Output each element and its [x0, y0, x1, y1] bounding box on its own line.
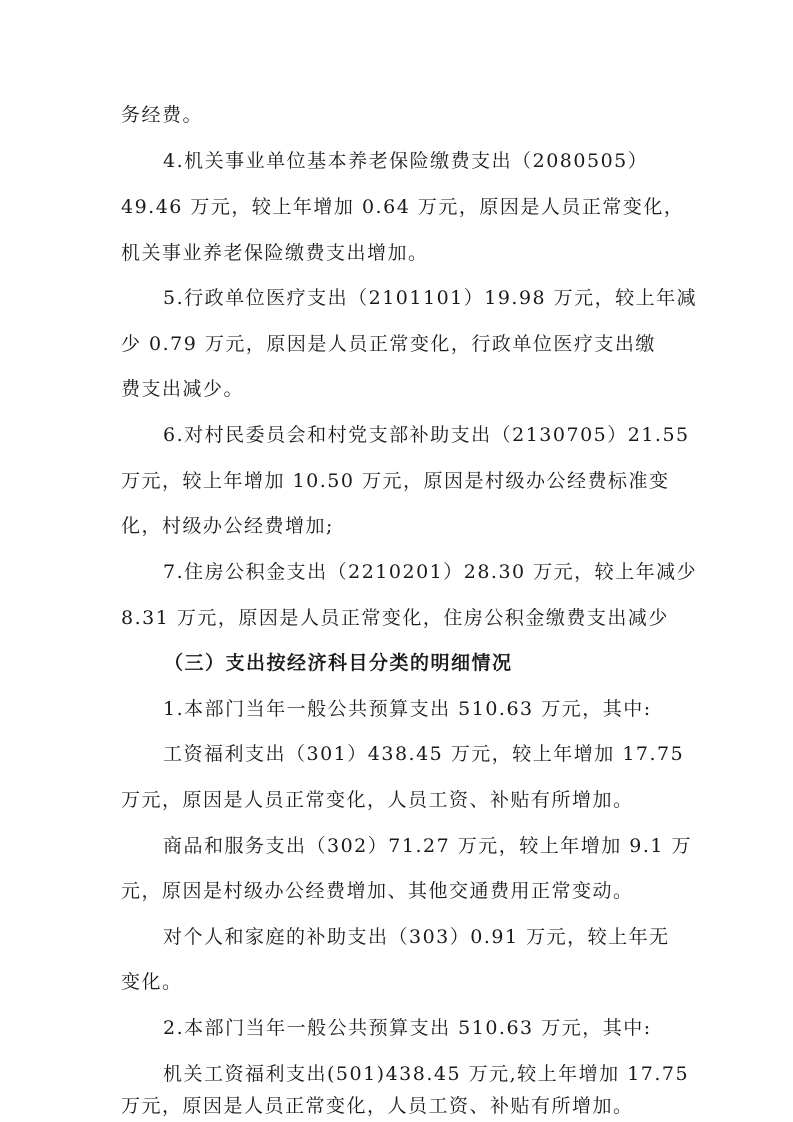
text-line: 对个人和家庭的补助支出（303）0.91 万元，较上年无 [163, 926, 670, 948]
item-heading-6: 6.对村民委员会和村党支部补助支出（2130705）21.55 [163, 424, 690, 446]
item-heading-1: 1.本部门当年一般公共预算支出 510.63 万元，其中: [163, 698, 652, 720]
text-line: 元，原因是村级办公经费增加、其他交通费用正常变动。 [121, 880, 634, 902]
text-line: 万元，原因是人员正常变化，人员工资、补贴有所增加。 [121, 789, 634, 811]
text-line: 少 0.79 万元，原因是人员正常变化，行政单位医疗支出缴 [121, 333, 656, 355]
item-heading-2: 2.本部门当年一般公共预算支出 510.63 万元，其中: [163, 1017, 652, 1039]
section-heading: （三）支出按经济科目分类的明细情况 [164, 652, 513, 674]
text-line: 化，村级办公经费增加; [121, 515, 334, 537]
text-line: 8.31 万元，原因是人员正常变化，住房公积金缴费支出减少 [121, 607, 669, 629]
text-line: 万元，原因是人员正常变化，人员工资、补贴有所增加。 [121, 1095, 634, 1117]
text-line: 机关工资福利支出(501)438.45 万元,较上年增加 17.75 [163, 1063, 690, 1085]
text-line: 工资福利支出（301）438.45 万元，较上年增加 17.75 [163, 743, 685, 765]
text-line: 49.46 万元，较上年增加 0.64 万元，原因是人员正常变化， [121, 196, 685, 218]
text-line: 商品和服务支出（302）71.27 万元，较上年增加 9.1 万 [163, 835, 692, 857]
item-heading-4: 4.机关事业单位基本养老保险缴费支出（2080505） [163, 150, 649, 172]
text-line: 机关事业养老保险缴费支出增加。 [121, 242, 429, 264]
text-line: 费支出减少。 [121, 378, 245, 400]
text-line: 变化。 [121, 971, 183, 993]
text-line: 万元，较上年增加 10.50 万元，原因是村级办公经费标准变 [121, 470, 670, 492]
item-heading-5: 5.行政单位医疗支出（2101101）19.98 万元，较上年减 [163, 287, 698, 309]
item-heading-7: 7.住房公积金支出（2210201）28.30 万元，较上年减少 [163, 561, 698, 583]
text-line: 务经费。 [121, 104, 204, 126]
